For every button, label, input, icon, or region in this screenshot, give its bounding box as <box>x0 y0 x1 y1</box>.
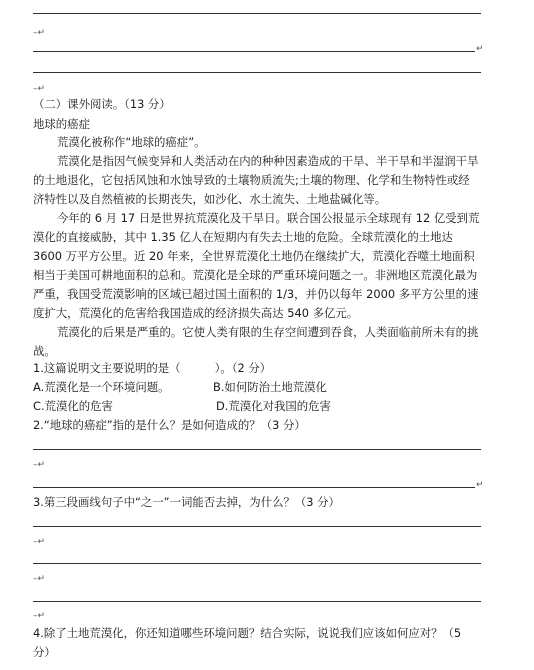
answer-line[interactable] <box>33 72 481 73</box>
option-c[interactable]: C.荒漠化的危害 <box>33 399 113 413</box>
paragraph-text: 荒漠化的后果是严重的。它使人类有限的生存空间遭到吞食，人类面临前所未有的挑战。 <box>33 325 479 358</box>
article-paragraph-3 <box>33 209 481 323</box>
option-a[interactable]: A.荒漠化是一个环境问题。 <box>33 380 170 394</box>
question-3: 3.第三段画线句子中“之一”一词能否去掉，为什么？（3 分） <box>33 495 340 509</box>
paragraph-mark: ↵ <box>476 44 484 54</box>
question-2: 2.“地球的癌症”指的是什么？是如何造成的？（3 分） <box>33 418 306 432</box>
article-title: 地球的癌症 <box>33 117 90 131</box>
article-paragraph-4 <box>33 323 481 361</box>
section-title: （二）课外阅读。（13 分） <box>33 97 171 111</box>
answer-line[interactable] <box>33 563 481 564</box>
text-mark: –↵ <box>33 28 46 38</box>
paragraph-text: 荒漠化是指因气候变异和人类活动在内的种种因素造成的干旱、半干旱和半湿润干旱的土地退化，它包括风蚀和水蚀导致的土壤物质流失;土壤的物理、化学和生物特性或经济特性以及自然植被的长期丧失，如沙化、水土流失、土地盐碱化等。 <box>33 154 479 206</box>
text-mark: –↵ <box>33 574 46 584</box>
answer-line[interactable] <box>33 601 481 602</box>
text-mark: –↵ <box>33 611 46 621</box>
question-4 <box>33 624 481 662</box>
option-d[interactable]: D.荒漠化对我国的危害 <box>216 399 331 413</box>
article-paragraph-2 <box>33 152 481 209</box>
text-mark: –↵ <box>33 460 46 470</box>
article-paragraph-1 <box>33 133 481 152</box>
text-mark: –↵ <box>33 84 46 94</box>
question-1: 1.这篇说明文主要说明的是（ ）。（2 分） <box>33 361 272 375</box>
text-mark: –↵ <box>33 537 46 547</box>
option-b[interactable]: B.如何防治土地荒漠化 <box>213 380 327 394</box>
paragraph-mark: ↵ <box>476 480 484 490</box>
question-4-text: 4.除了土地荒漠化，你还知道哪些环境问题？结合实际，说说我们应该如何应对？（5 分） <box>33 626 462 659</box>
paragraph-text: 今年的 6 月 17 日是世界抗荒漠化及干旱日。联合国公报显示全球现有 12 亿受到荒漠化的直接威胁，其中 1.35 亿人在短期内有失去土地的危险。全球荒漠化的土地达 3600 万平方公里。近 20 年来，全世界荒漠化土地仍在继续扩大，荒漠化吞噬土地面积相当于美国可耕地面积的总和。荒漠化是全球的严重环境问题之一。非洲地区荒漠化最为严重，我国受荒漠影响的区域已超过国土面积的 1/3，并仍以每年 2000 多平方公里的速度扩大，荒漠化的危害给我国造成的经济损失高达 540 多亿元。 <box>33 211 480 320</box>
answer-line[interactable] <box>33 526 481 527</box>
answer-line[interactable] <box>33 487 475 488</box>
paragraph-text: 荒漠化被称作“地球的癌症”。 <box>57 135 206 149</box>
answer-line[interactable] <box>33 51 475 52</box>
answer-line[interactable] <box>33 13 481 14</box>
answer-line[interactable] <box>33 449 481 450</box>
